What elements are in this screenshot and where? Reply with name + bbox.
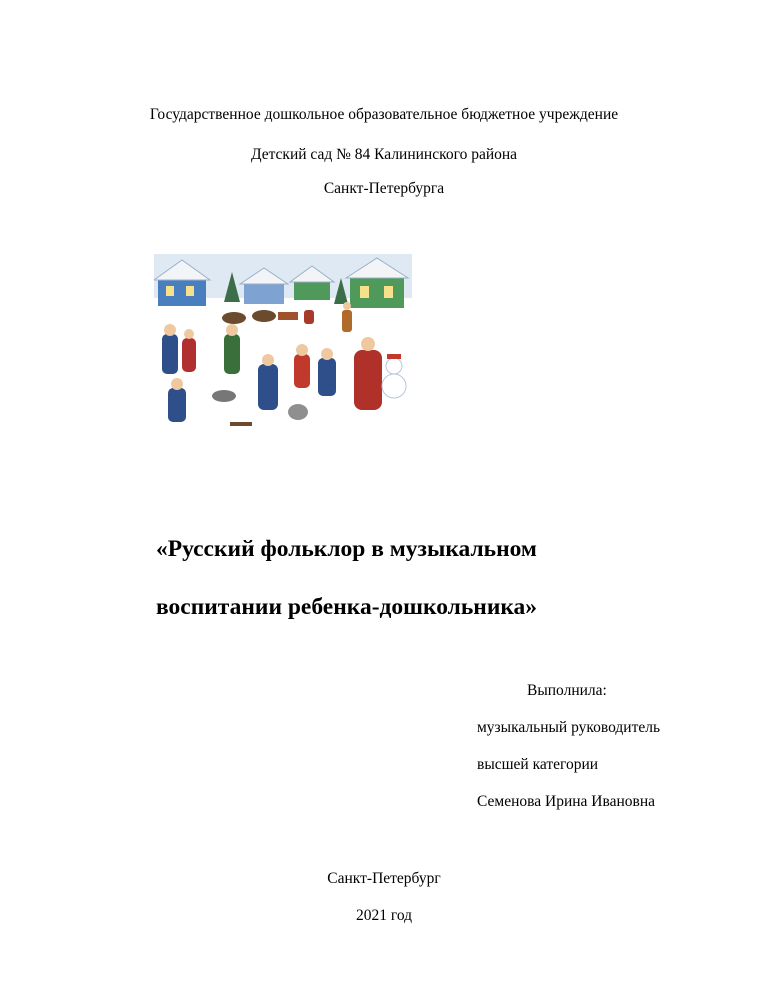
author-name: Семенова Ирина Ивановна (477, 793, 656, 810)
kindergarten-name: Детский сад № 84 Калининского района (250, 146, 518, 163)
title-line-2: воспитании ребенка-дошкольника» (156, 594, 538, 620)
author-caption: Выполнила: (527, 682, 607, 699)
header-city: Санкт-Петербурга (323, 180, 445, 197)
author-role: музыкальный руководитель (477, 719, 661, 736)
footer-year: 2021 год (355, 907, 413, 924)
author-category: высшей категории (477, 756, 599, 773)
title-line-1: «Русский фольклор в музыкальном (156, 536, 537, 562)
winter-festival-illustration (154, 254, 412, 434)
footer-city: Санкт-Петербург (327, 870, 441, 887)
institution-name: Государственное дошкольное образовательное бюджетное учреждение (149, 106, 619, 123)
